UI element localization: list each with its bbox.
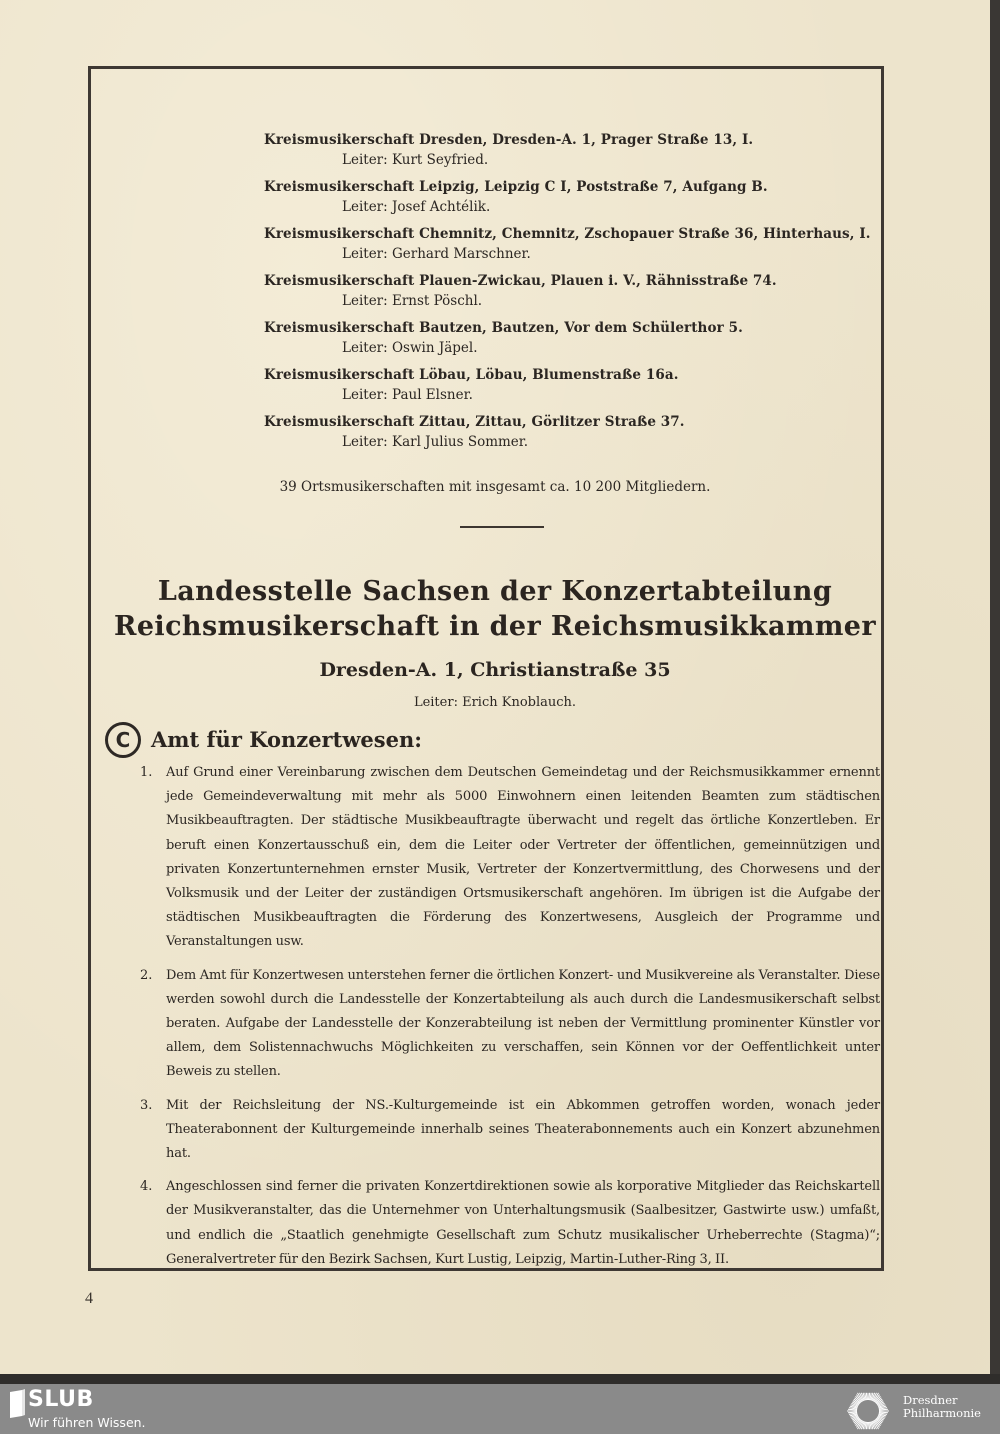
kreis-leiter: Leiter: Josef Achtélik. [342, 199, 491, 215]
footer-bar [0, 1384, 1000, 1434]
kreis-address: Kreismusikerschaft Bautzen, Bautzen, Vor dem Schülerthor 5. [264, 320, 743, 336]
item-text: Auf Grund einer Vereinbarung zwischen dem Deutschen Gemeindetag und der Reichsmusikkammer ernennt jede Gemeindeverwaltung mit mehr als 5000 Einwohnern einen leitenden Beamten zum städtischen Musikbeauftragten. Der städtische Musikbeauftragte überwacht und regelt das örtliche Konzertleben. Er beruft einen Konzertausschuß ein, dem die Leiter oder Vertreter der öffentlichen, gemeinnützigen und privaten Konzertunternehmen ernster Musik, Vertreter der Konzertvermittlung, des Chorwesens und der Volksmusik und der Leiter der zuständigen Ortsmusikerschaft angehören. Im übrigen ist die Aufgabe der städtischen Musikbeauftragten die Förderung des Konzertwesens, Ausgleich der Programme und Veranstaltungen usw. [166, 765, 880, 950]
philharmonie-logo-text[interactable] [903, 1394, 981, 1420]
kreis-entry [264, 130, 824, 170]
section-heading [105, 722, 422, 758]
sunburst-ray [869, 1393, 870, 1400]
kreis-entry [264, 224, 871, 264]
heading-line-2: Reichsmusikerschaft in der Reichsmusikkammer [114, 611, 876, 642]
landesstelle-leiter: Leiter: Erich Knoblauch. [413, 695, 577, 710]
section-divider [460, 526, 544, 528]
landesstelle-heading [0, 574, 990, 712]
sunburst-ray [866, 1393, 867, 1400]
kreis-address: Kreismusikerschaft Leipzig, Leipzig C I, Poststraße 7, Aufgang B. [264, 179, 768, 195]
kreis-entry [264, 318, 824, 358]
kreis-leiter: Leiter: Kurt Seyfried. [342, 152, 489, 168]
item-text: Angeschlossen sind ferner die privaten Konzertdirektionen sowie als korporative Mitglieder das Reichskartell der Musikveranstalter, das die Unternehmer von Unterhaltungsmusik (Saalbesitzer, Gastwirte usw.) umfaßt, und endlich die „Staatlich genehmigte Gesellschaft zum Schutz musikalischer Urheberrechte (Stagma)“; Generalvertreter für den Bezirk Sachsen, Kurt Lustig, Leipzig, Martin-Luther-Ring 3, II. [166, 1179, 880, 1267]
philharmonie-line-1: Dresdner [903, 1393, 958, 1407]
item-text: Dem Amt für Konzertwesen unterstehen ferner die örtlichen Konzert- und Musikvereine als Veranstalter. Diese werden sowohl durch die Landesstelle der Konzertabteilung als auch durch die Landesmusikerschaft selbst beraten. Aufgabe der Landesstelle der Konzerabteilung ist neben der Vermittlung prominenter Künstler vor allem, dem Solistennachwuchs Möglichkeiten zu verschaffen, sein Können vor der Oeffentlichkeit unter Beweis zu stellen. [166, 967, 880, 1080]
kreis-entry [264, 271, 824, 311]
kreis-leiter: Leiter: Oswin Jäpel. [342, 340, 478, 356]
kreis-leiter: Leiter: Gerhard Marschner. [342, 246, 531, 262]
sunburst-ray [866, 1422, 867, 1429]
sunburst-ray [879, 1409, 888, 1410]
slub-tagline: Wir führen Wissen. [28, 1415, 146, 1430]
section-items-list [140, 761, 880, 1281]
item-text: Mit der Reichsleitung der NS.-Kulturgemeinde ist ein Abkommen getroffen worden, wonach jeder Theaterabonnent der Kulturgemeinde innerhalb seines Theaterabonnements auch ein Konzert abzunehmen hat. [166, 1097, 880, 1162]
list-item [140, 1175, 880, 1272]
kreis-entry [264, 412, 824, 452]
kreismusikerschaften-list [264, 130, 871, 459]
landesstelle-address: Dresden-A. 1, Christianstraße 35 [319, 659, 671, 681]
sunburst-ray [879, 1412, 888, 1413]
list-item [140, 1094, 880, 1167]
sunburst-ray [869, 1422, 870, 1429]
slub-book-icon [8, 1388, 26, 1420]
philharmonie-line-2: Philharmonie [903, 1406, 981, 1420]
sunburst-ray [848, 1409, 857, 1410]
heading-line-1: Landesstelle Sachsen der Konzertabteilung [157, 576, 833, 607]
item-number: 3. [140, 1097, 153, 1113]
page-number: 4 [85, 1290, 93, 1307]
kreis-leiter: Leiter: Karl Julius Sommer. [342, 434, 529, 450]
section-marker-circle: C [105, 722, 141, 758]
kreis-address: Kreismusikerschaft Plauen-Zwickau, Plauen i. V., Rähnisstraße 74. [264, 273, 777, 289]
item-number: 2. [140, 967, 153, 983]
list-item [140, 964, 880, 1085]
scan-edge-shadow [990, 0, 1000, 1384]
orts-summary: 39 Ortsmusikerschaften mit insgesamt ca. 10 200 Mitgliedern. [279, 479, 711, 495]
item-number: 1. [140, 765, 153, 780]
kreis-address: Kreismusikerschaft Zittau, Zittau, Görlitzer Straße 37. [264, 414, 685, 430]
kreis-entry [264, 177, 824, 217]
philharmonie-sunburst-icon [843, 1388, 893, 1434]
kreis-leiter: Leiter: Paul Elsner. [342, 387, 473, 403]
kreis-address: Kreismusikerschaft Löbau, Löbau, Blumenstraße 16a. [264, 367, 679, 383]
slub-logo-text[interactable]: SLUB [28, 1387, 94, 1412]
kreis-address: Kreismusikerschaft Dresden, Dresden-A. 1, Prager Straße 13, I. [264, 132, 754, 148]
kreis-leiter: Leiter: Ernst Pöschl. [342, 293, 483, 309]
item-number: 4. [140, 1179, 153, 1195]
kreis-entry [264, 365, 824, 405]
sunburst-ray [848, 1412, 857, 1413]
section-title: Amt für Konzertwesen: [151, 727, 422, 752]
kreis-address: Kreismusikerschaft Chemnitz, Chemnitz, Zschopauer Straße 36, Hinterhaus, I. [264, 226, 871, 242]
list-item [140, 761, 880, 955]
